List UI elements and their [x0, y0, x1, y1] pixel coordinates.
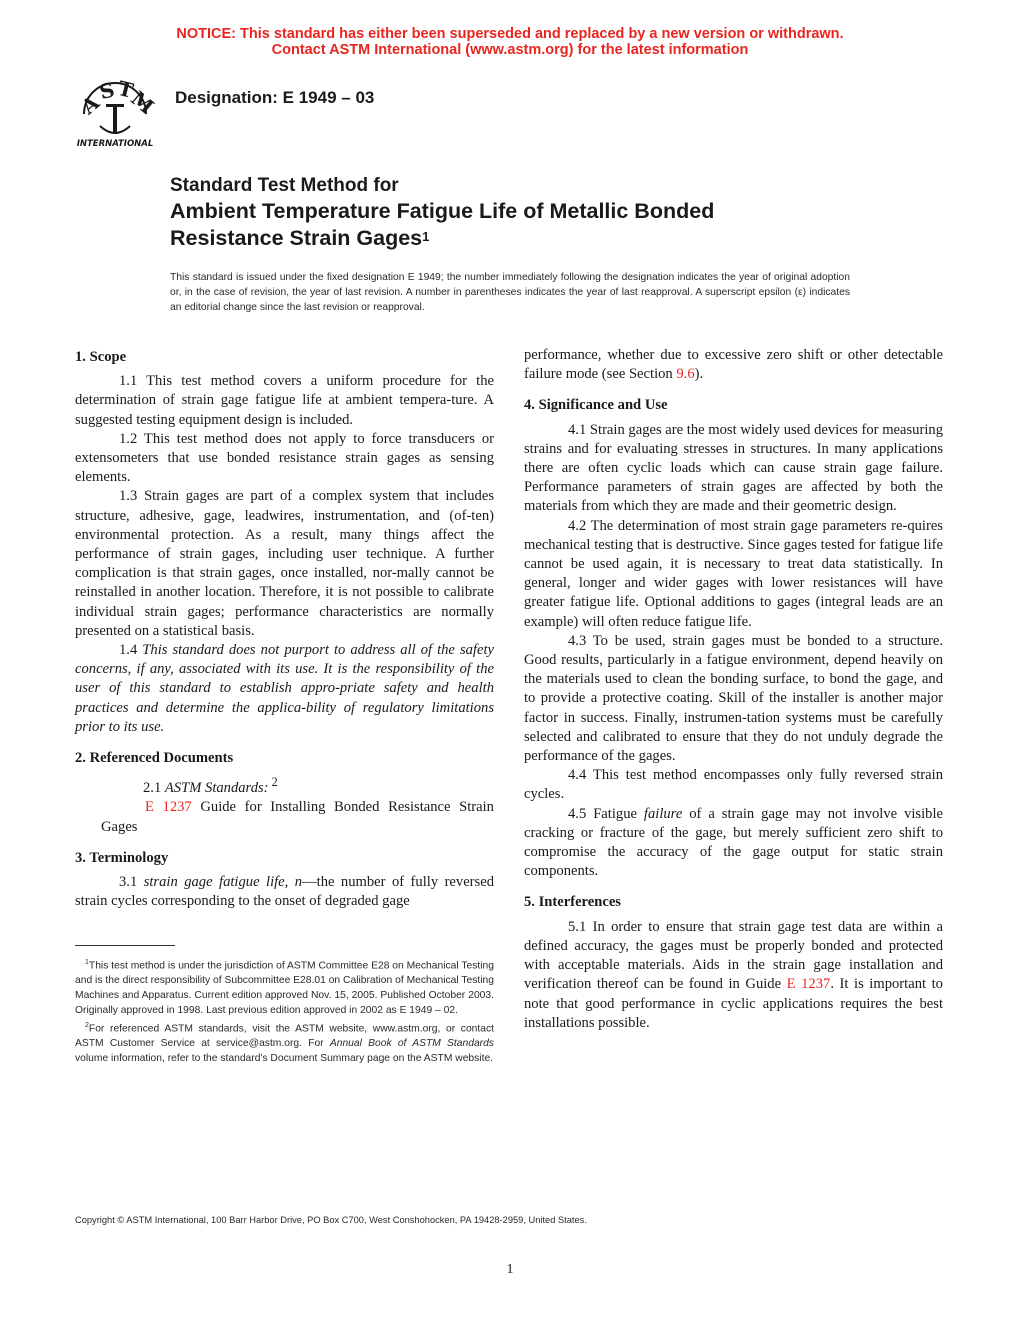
footnote-2-rest: volume information, refer to the standard's Document Summary page on the ASTM website.: [75, 1052, 494, 1064]
paragraph-1-2: 1.2 This test method does not apply to force transducers or extensometers that use bonded resistance strain gages as sensing elements.: [75, 430, 494, 486]
footnote-1-text: This test method is under the jurisdiction of ASTM Committee E28 on Mechanical Testing and is the direct responsibility of Subcommittee E28.01 on Calibration of Mechanical Testing Machines and Apparatus. Current edition approved Nov. 15, 2005. Published October 2003. Originally approved in 1998. Last previous edition approved in 2002 as E 1949 – 02.: [75, 960, 494, 1016]
paragraph-4-5: [524, 805, 943, 882]
title-footnote-ref: 1: [422, 229, 430, 244]
right-column: [524, 346, 943, 1033]
designation: Designation: E 1949 – 03: [175, 88, 375, 107]
svg-text:M: M: [126, 86, 159, 119]
issued-note: This standard is issued under the fixed designation E 1949; the number immediately following the designation indicates the year of original adoption or, in the case of revision, the year of last revision. A number in parentheses indicates the year of last reapproval. A superscript epsilon (ε) indicates an editorial change since the last revision or reapproval.: [170, 272, 850, 313]
footnotes: [75, 956, 494, 1066]
paragraph-3-1: [75, 873, 494, 911]
paragraph-4-3: 4.3 To be used, strain gages must be bonded to a structure. Good results, particularly in a fatigue environment, depend heavily on the materials used to clean the bonding surface, to bond the gage, and to provide a protective coating. Skill of the installer is another major factor in success. Finally, instrumen-tation systems must be carefully selected and calibrated to ensure that they do not unduly degrade the performance of the gages.: [524, 632, 943, 765]
section-link-9-6[interactable]: 9.6: [676, 366, 695, 383]
paragraph-1-4: [75, 641, 494, 737]
footnote-1: [75, 956, 494, 1019]
svg-text:T: T: [115, 75, 136, 103]
definition-text: —the number of fully reversed strain cycles corresponding to the onset of degraded gage: [75, 873, 494, 910]
footnote-ref-2: 2: [268, 775, 278, 790]
paragraph-5-1-lead: 5.1 In order to ensure that strain gage test data are within a defined accuracy, the gages must be properly bonded and protected with acceptable materials. Aids in the strain gage installation and verification thereof can be found in Guide: [524, 918, 943, 993]
paragraph-1-1: 1.1 This test method covers a uniform procedure for the determination of strain gage fatigue life at ambient tempera-ture. A suggested testing equipment design is included.: [75, 373, 494, 428]
continuation-text: performance, whether due to excessive zero shift or other detectable failure mode (see Section: [524, 347, 943, 383]
paragraph-1-3: 1.3 Strain gages are part of a complex system that includes structure, adhesive, gage, leadwires, instrumentation, and (of-ten) environmental protection. As a result, many things affect the performance of strain gages, including user technique. A further complication is that strain gages, once installed, nor-mally cannot be reinstalled in another location. Therefore, it is not possible to calibrate individual strain gages; performance characteristics are normally presented on a statistical basis.: [75, 488, 494, 639]
footnote-1-number: 1: [85, 959, 89, 966]
section-heading-terminology: 3. Terminology: [75, 849, 169, 866]
continuation-end: ).: [694, 366, 704, 383]
footnote-2-number: 2: [85, 1021, 89, 1029]
paragraph-1-4-number: 1.4: [119, 642, 143, 659]
reference-link-e1237[interactable]: E 1237: [145, 799, 192, 816]
safety-statement: This standard does not purport to address all of the safety concerns, if any, associated with its use. It is the responsibility of the user of this standard to establish appro-priate safety and health practices and determine the applica-bility of regulatory limitations prior to its use.: [75, 642, 494, 735]
notice-line-2: Contact ASTM International (www.astm.org) for the latest information: [271, 42, 749, 58]
guide-link-e1237[interactable]: E 1237: [786, 976, 831, 993]
title-line-3: Resistance Strain Gages: [170, 226, 423, 250]
paragraph-4-4: 4.4 This test method encompasses only fully reversed strain cycles.: [524, 767, 943, 803]
footnote-divider: [75, 945, 175, 946]
paragraph-continuation: [524, 346, 943, 384]
reference-item: [75, 798, 494, 836]
section-heading-scope: 1. Scope: [75, 349, 127, 365]
footnote-2-lead: For referenced ASTM standards, visit the ASTM website, www.astm.org, or contact ASTM Customer Service at service@astm.org. For: [75, 1023, 494, 1049]
paragraph-2-1: [75, 773, 494, 798]
paragraph-4-5-lead: 4.5 Fatigue: [568, 805, 644, 822]
svg-text:A: A: [76, 90, 104, 119]
paragraph-4-5-rest: of a strain gage may not involve visible cracking or fracture of the gage, but merely sufficient zero shift to compromise the accuracy of the gage output for static strain components.: [524, 805, 943, 880]
paragraph-5-1: [524, 918, 943, 1033]
paragraph-4-2: 4.2 The determination of most strain gage parameters re-quires mechanical testing that is destructive. Since gages tested for fatigue life cannot be used again, it is necessary to treat data statistically. In general, longer and wider gages with lower resistances will have greater fatigue life. Optional additions to gages (integral leads are an example) will often reduce fatigue life.: [524, 517, 943, 630]
paragraph-3-1-number: 3.1: [119, 873, 144, 890]
document-title: [170, 174, 870, 252]
paragraph-5-1-rest: . It is important to note that good performance in cyclic applications requires the best installations possible.: [524, 976, 943, 1031]
left-column: [75, 346, 494, 911]
section-heading-interferences: 5. Interferences: [524, 894, 621, 911]
failure-term: failure: [643, 805, 683, 822]
astm-logo-icon: [70, 74, 160, 150]
withdrawal-notice: [0, 26, 1020, 58]
paragraph-4-1: 4.1 Strain gages are the most widely used devices for measuring strains and for evaluating stresses in structures. In many applications there are often cyclic loads which can cause strain gage failure. Performance parameters of strain gages are affected by both the materials from which they are made and their geometric design.: [524, 421, 943, 515]
section-heading-significance: 4. Significance and Use: [524, 397, 668, 414]
svg-text:S: S: [97, 77, 117, 105]
title-line-2: Ambient Temperature Fatigue Life of Metallic Bonded: [170, 199, 715, 223]
notice-line-1: NOTICE: This standard has either been superseded and replaced by a new version or withdrawn.: [176, 26, 844, 42]
title-line-1: Standard Test Method for: [170, 175, 399, 196]
paragraph-2-1-number: 2.1: [143, 780, 165, 797]
section-heading-referenced-documents: 2. Referenced Documents: [75, 750, 234, 767]
page-number: 1: [506, 1262, 514, 1277]
annual-book-title: Annual Book of ASTM Standards: [329, 1037, 494, 1049]
logo-text: INTERNATIONAL: [76, 139, 154, 149]
astm-standards-label: ASTM Standards:: [164, 780, 269, 797]
reference-title: Guide for Installing Bonded Resistance Strain Gages: [101, 799, 494, 835]
copyright-line: Copyright © ASTM International, 100 Barr Harbor Drive, PO Box C700, West Conshohocken, PA 19428-2959, United States.: [75, 1215, 587, 1225]
footnote-2: [75, 1019, 494, 1067]
defined-term: strain gage fatigue life, n: [143, 873, 303, 890]
